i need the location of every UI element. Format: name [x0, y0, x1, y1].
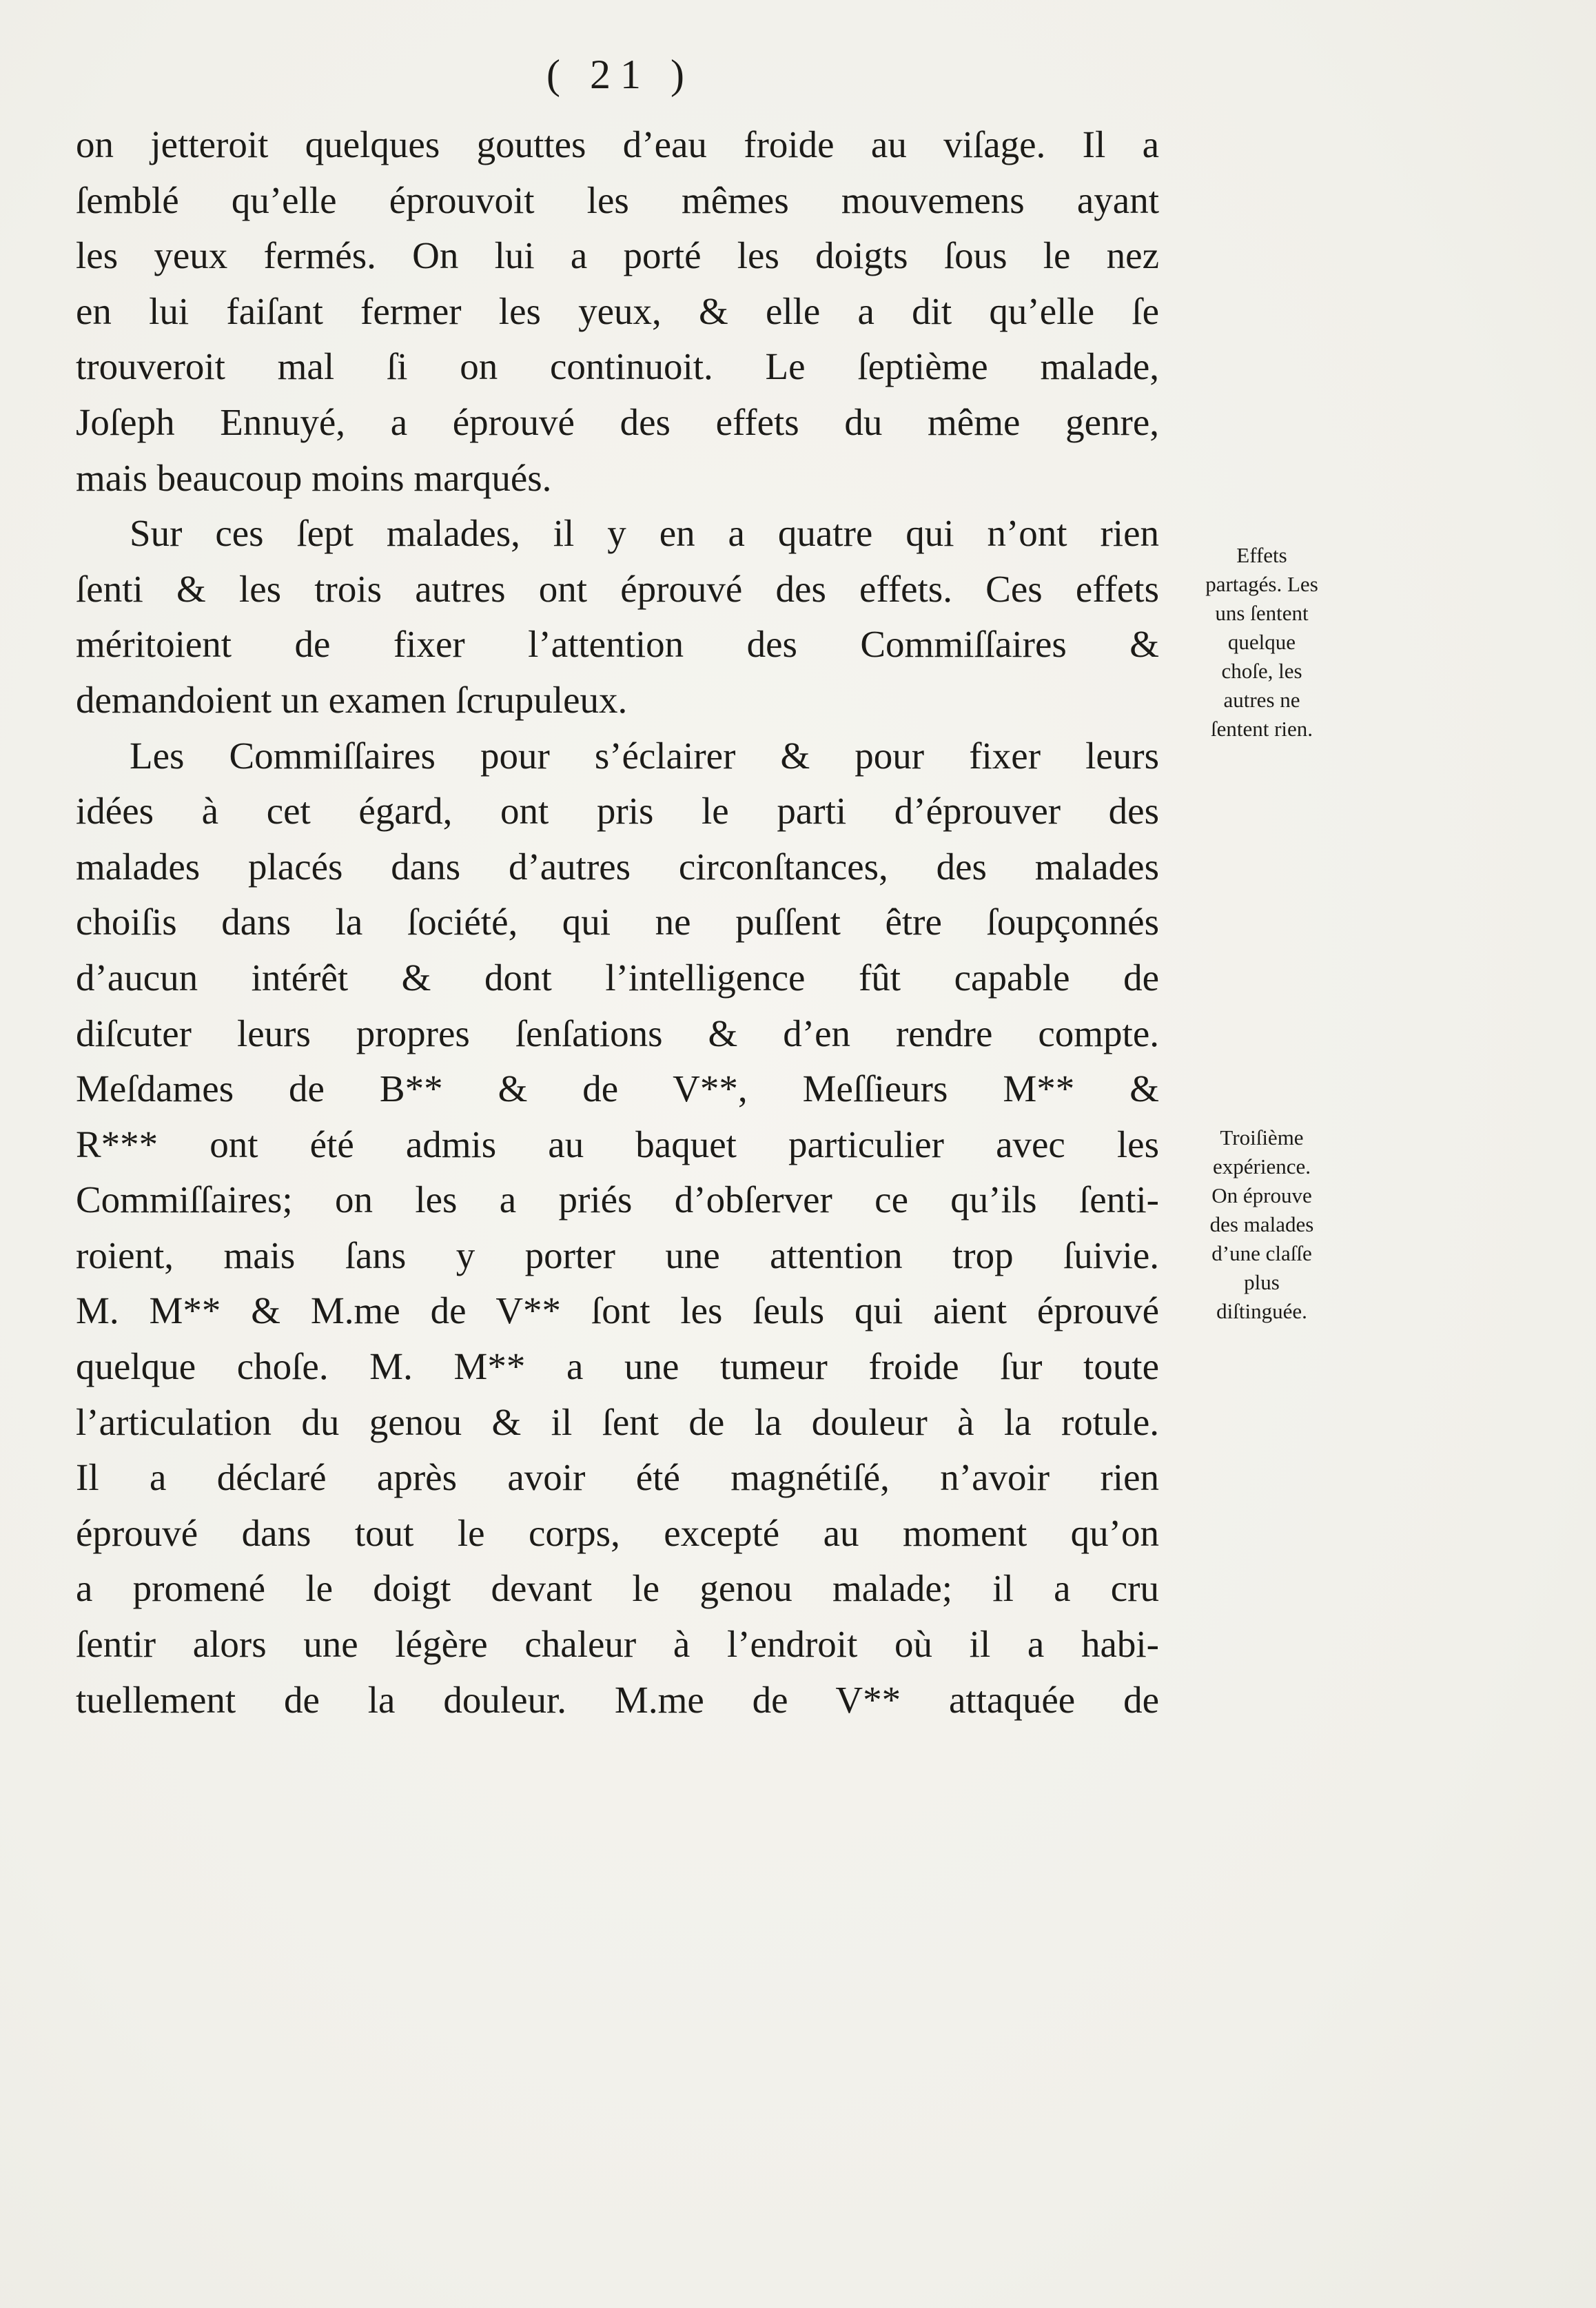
paragraph-start-line: Les Commiſſaires pour s’éclairer & pour fixer leurs — [130, 734, 1159, 777]
text-line: Commiſſaires; on les a priés d’obſerver ce qu’ils ſenti- — [76, 1178, 1159, 1221]
text-line: R*** ont été admis au baquet particulier avec les — [76, 1123, 1159, 1165]
text-line: roient, mais ſans y porter une attention trop ſuivie. — [76, 1234, 1159, 1276]
text-line: en lui faiſant fermer les yeux, & elle a dit qu’elle ſe — [76, 289, 1159, 332]
margin-note-line: choſe, les — [1221, 659, 1302, 683]
text-line: mais beaucoup moins marqués. — [76, 456, 552, 499]
margin-note-line: On éprouve — [1211, 1183, 1312, 1207]
paragraph-start-line: Sur ces ſept malades, il y en a quatre qui n’ont rien — [130, 512, 1159, 555]
margin-note-line: partagés. Les — [1205, 572, 1318, 596]
margin-note-line: Troiſième — [1220, 1125, 1304, 1150]
text-line: méritoient de fixer l’attention des Commiſſaires & — [76, 623, 1159, 666]
margin-note-line: ſentent rien. — [1210, 717, 1313, 741]
text-line: tuellement de la douleur. M.me de V** attaquée de — [76, 1678, 1159, 1721]
margin-note-line: des malades — [1209, 1212, 1314, 1236]
margin-note-line: uns ſentent — [1215, 601, 1309, 625]
text-line: ſentir alors une légère chaleur à l’endroit où il a habi- — [76, 1623, 1159, 1666]
text-line: demandoient un examen ſcrupuleux. — [76, 678, 628, 721]
text-line: choiſis dans la ſociété, qui ne puſſent être ſoupçonnés — [76, 901, 1159, 943]
text-line: les yeux fermés. On lui a porté les doigts ſous le nez — [76, 234, 1159, 277]
margin-note-troisieme-experience — [1165, 1123, 1359, 1326]
text-line: l’articulation du genou & il ſent de la douleur à la rotule. — [76, 1400, 1159, 1443]
text-line: Joſeph Ennuyé, a éprouvé des effets du même genre, — [76, 400, 1159, 443]
page-number: ( 21 ) — [546, 52, 694, 97]
margin-note-line: plus — [1244, 1270, 1280, 1294]
margin-note-line: expérience. — [1213, 1154, 1311, 1178]
text-line: ſemblé qu’elle éprouvoit les mêmes mouvemens ayant — [76, 178, 1159, 221]
text-line: ſenti & les trois autres ont éprouvé des effets. Ces effets — [76, 567, 1159, 610]
text-line: Il a déclaré après avoir été magnétiſé, n’avoir rien — [76, 1456, 1159, 1499]
margin-note-line: diſtinguée. — [1216, 1299, 1307, 1323]
text-line: malades placés dans d’autres circonſtances, des malades — [76, 845, 1159, 888]
margin-note-line: quelque — [1227, 630, 1296, 654]
text-line: éprouvé dans tout le corps, excepté au moment qu’on — [76, 1511, 1159, 1554]
margin-note-effets-partages — [1165, 541, 1359, 744]
text-line: idées à cet égard, ont pris le parti d’éprouver des — [76, 790, 1159, 833]
margin-note-line: Effets — [1236, 543, 1287, 567]
text-line: diſcuter leurs propres ſenſations & d’en rendre compte. — [76, 1012, 1159, 1054]
text-line: Meſdames de B** & de V**, Meſſieurs M** & — [76, 1068, 1159, 1110]
text-line: d’aucun intérêt & dont l’intelligence fût capable de — [76, 956, 1159, 999]
text-line: a promené le doigt devant le genou malade; il a cru — [76, 1567, 1159, 1610]
body-text — [76, 117, 1159, 1728]
text-line: on jetteroit quelques gouttes d’eau froide au viſage. Il a — [76, 123, 1159, 165]
text-line: trouveroit mal ſi on continuoit. Le ſeptième malade, — [76, 345, 1159, 388]
margin-note-line: d’une claſſe — [1211, 1241, 1312, 1265]
text-line: M. M** & M.me de V** ſont les ſeuls qui aient éprouvé — [76, 1289, 1159, 1332]
margin-note-line: autres ne — [1223, 688, 1300, 712]
text-line: quelque choſe. M. M** a une tumeur froide ſur toute — [76, 1345, 1159, 1388]
